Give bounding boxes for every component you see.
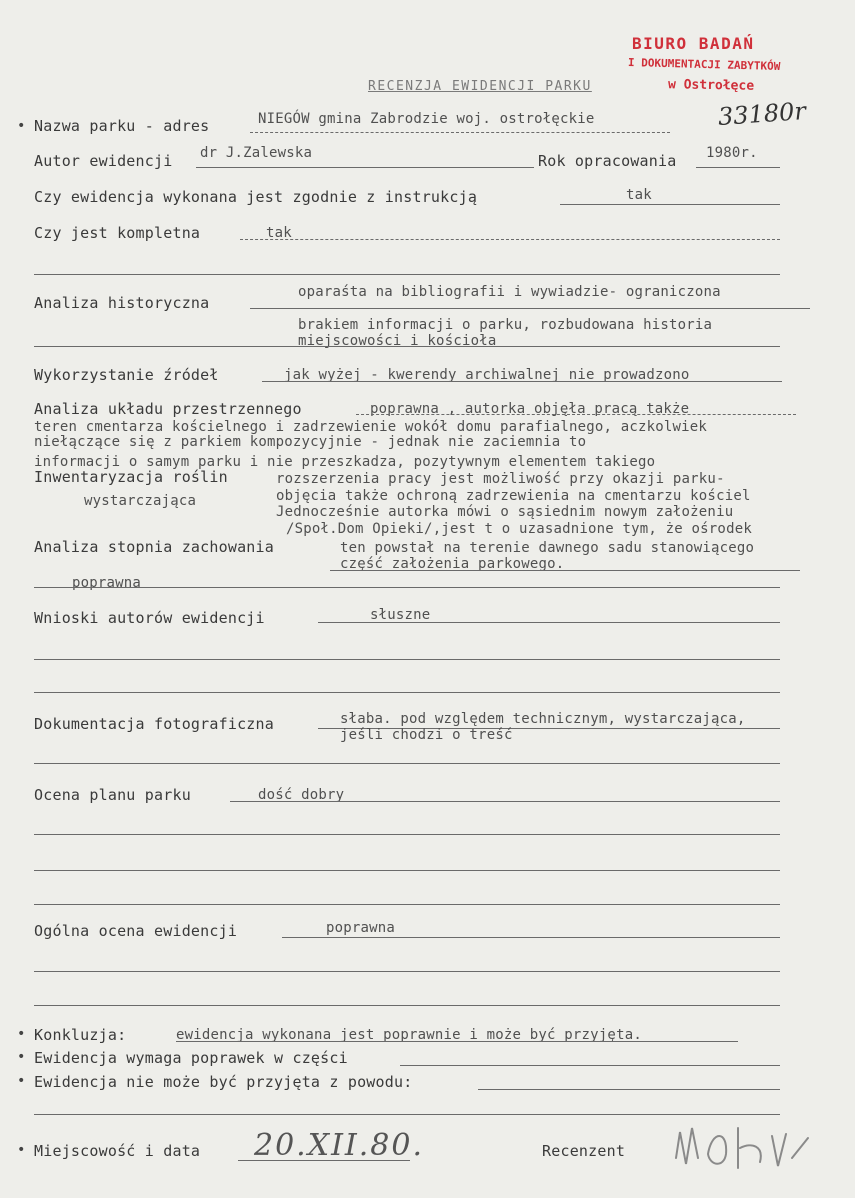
stamp-line-1: BIURO BADAŃ <box>632 34 755 53</box>
author-line <box>196 167 534 168</box>
conclusion-underline <box>176 1041 738 1042</box>
spatial-line-4: informacji o samym parku i nie przeszkadza, pozytywnym elementem takiego <box>34 454 656 470</box>
historical-line-3: miejscowości i kościoła <box>298 333 497 349</box>
spatial-line-2: teren cmentarza kościelnego i zadrzewienie wokół domu parafialnego, aczkolwiek <box>34 419 708 435</box>
sources-value: jak wyżej - kwerendy archiwalnej nie prowadzono <box>284 367 690 383</box>
conclusion-line-3: Ewidencja nie może być przyjęta z powodu: <box>34 1073 413 1091</box>
photo-line-2: jeśli chodzi o treść <box>340 727 513 743</box>
plants-label: Inwentaryzacja roślin <box>34 468 228 486</box>
historical-rule-2 <box>34 346 780 347</box>
margin-mark: • <box>17 118 26 134</box>
blank-line <box>34 274 780 275</box>
place-date-value: 20.XII.80. <box>254 1128 425 1163</box>
spatial-label: Analiza układu przestrzennego <box>34 400 302 418</box>
year-label: Rok opracowania <box>538 152 677 170</box>
photo-label: Dokumentacja fotograficzna <box>34 715 274 733</box>
blank-line-10 <box>34 1114 780 1115</box>
plan-line <box>230 801 780 802</box>
preservation-line-1: ten powstał na terenie dawnego sadu stanowiącego <box>340 540 755 556</box>
stamp-line-2: I DOKUMENTACJI ZABYTKÓW <box>627 56 781 73</box>
plants-line-3: Jednocześnie autorka mówi o sąsiednim nowym założeniu <box>276 504 734 520</box>
preservation-rule-2 <box>34 587 780 588</box>
complete-line <box>240 239 780 240</box>
plants-line-1: rozszerzenia pracy jest możliwość przy okazji parku- <box>276 471 725 487</box>
historical-label: Analiza historyczna <box>34 294 210 312</box>
year-line <box>696 167 780 168</box>
margin-mark-2: • <box>17 1026 26 1042</box>
conclusion-line-2: Ewidencja wymaga poprawek w części <box>34 1049 348 1067</box>
complete-label: Czy jest kompletna <box>34 224 201 242</box>
plants-line-2: objęcia także ochroną zadrzewienia na cmentarzu kościel <box>276 488 751 504</box>
sources-label: Wykorzystanie źródeł <box>34 366 219 384</box>
reviewer-label: Recenzent <box>542 1142 626 1160</box>
spatial-line-1: poprawna , autorka objęła pracą także <box>370 401 690 417</box>
reference-number: 33180r <box>717 96 807 132</box>
preservation-label: Analiza stopnia zachowania <box>34 538 274 556</box>
author-value: dr J.Zalewska <box>200 145 313 161</box>
blank-line-3 <box>34 692 780 693</box>
plants-line-4: /Społ.Dom Opieki/,jest t o uzasadnione tym, że ośrodek <box>286 521 752 537</box>
conclusion-line-2-rule <box>400 1065 780 1066</box>
preservation-line-2: część założenia parkowego. <box>340 556 565 572</box>
overall-label: Ogólna ocena ewidencji <box>34 922 238 940</box>
blank-line-9 <box>34 1005 780 1006</box>
blank-line-6 <box>34 870 780 871</box>
stamp-line-3: w Ostrołęce <box>667 77 755 94</box>
blank-line-5 <box>34 834 780 835</box>
blank-line-4 <box>34 763 780 764</box>
blank-line-2 <box>34 659 780 660</box>
blank-line-7 <box>34 904 780 905</box>
conclusion-line-1: ewidencja wykonana jest poprawnie i może być przyjęta. <box>176 1027 642 1043</box>
historical-line-1: oparaśta na bibliografii i wywiadzie- ograniczona <box>298 284 721 300</box>
preservation-rule <box>330 570 800 571</box>
document-title: RECENZJA EWIDENCJI PARKU <box>368 79 592 94</box>
conclusions-label: Wnioski autorów ewidencji <box>34 609 265 627</box>
place-date-label: Miejscowość i data <box>34 1142 201 1160</box>
overall-value: poprawna <box>326 920 396 936</box>
preservation-value: poprawna <box>72 575 142 591</box>
conclusions-line <box>318 622 780 623</box>
margin-mark-3: • <box>17 1049 26 1065</box>
instruction-value: tak <box>626 187 652 203</box>
plan-value: dość dobry <box>258 787 345 803</box>
historical-line-2: brakiem informacji o parku, rozbudowana historia <box>298 317 713 333</box>
plants-value: wystarczająca <box>84 493 197 509</box>
author-label: Autor ewidencji <box>34 152 173 170</box>
instruction-line <box>560 204 780 205</box>
complete-value: tak <box>266 225 292 241</box>
overall-line <box>282 937 780 938</box>
park-name-value: NIEGÓW gmina Zabrodzie woj. ostrołęckie <box>258 111 595 127</box>
reviewer-signature <box>668 1118 818 1182</box>
conclusions-value: słuszne <box>370 607 431 623</box>
park-name-line <box>250 132 670 133</box>
plan-label: Ocena planu parku <box>34 786 191 804</box>
conclusion-prefix: Konkluzja: <box>34 1026 127 1044</box>
park-name-label: Nazwa parku - adres <box>34 117 210 135</box>
year-value: 1980r. <box>706 145 758 161</box>
instruction-label: Czy ewidencja wykonana jest zgodnie z instrukcją <box>34 188 478 206</box>
photo-line-1: słaba. pod względem technicznym, wystarczająca, <box>340 711 746 727</box>
historical-rule-1 <box>250 308 810 309</box>
margin-mark-4: • <box>17 1073 26 1089</box>
conclusion-line-3-rule <box>478 1089 780 1090</box>
blank-line-8 <box>34 971 780 972</box>
sources-line <box>262 381 782 382</box>
place-date-line <box>238 1160 410 1161</box>
spatial-line-3: niełączące się z parkiem kompozycyjnie - jednak nie zaciemnia to <box>34 434 587 450</box>
spatial-rule <box>356 414 796 415</box>
margin-mark-5: • <box>17 1142 26 1158</box>
